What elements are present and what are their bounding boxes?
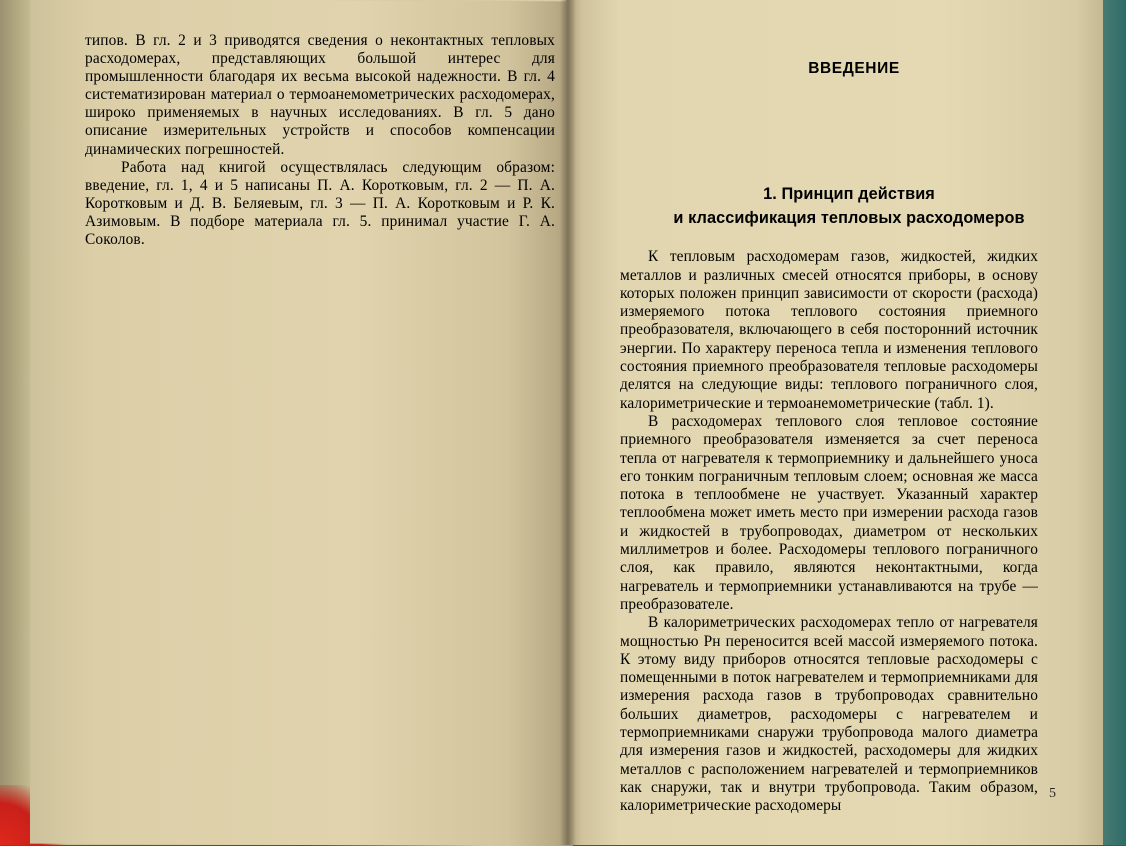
right-paragraph-3: В калориметрических расходомерах тепло от нагревателя мощностью Pн переносится всей массой измеряемого потока. К этому виду приборов относятся тепловые расходомеры с помещенными в поток нагревателем и термоприемниками для измерения расхода газов в трубопроводах сравнительно больших диаметров, расходомеры с нагревателем и термоприемниками снаружи трубопровода малого диаметра для измерения газов и жидкостей, расходомеры для жидких металлов с расположением нагревателей и термоприемников как снаружи, так и внутри трубопровода. Таким образом, калориметрические расходомеры — [620, 614, 1038, 815]
page-number: 5 — [1049, 786, 1056, 801]
subtitle-line-1: 1. Принцип действия — [763, 185, 935, 204]
left-paragraph-2: Работа над книгой осуществлялась следующим образом: введение, гл. 1, 4 и 5 написаны П. А. Коротковым, гл. 2 — П. А. Коротковым и Д. В. Беляевым, гл. 3 — П. А. Коротковым и Р. К. Азимовым. В подборе материала гл. 5. принимал участие Г. А. Соколов. — [85, 158, 555, 249]
section-title: ВВЕДЕНИЕ — [808, 60, 900, 77]
subtitle-line-2: и классификация тепловых расходомеров — [673, 209, 1025, 228]
book-gutter — [560, 0, 576, 845]
left-page-text — [85, 32, 555, 249]
right-paragraph-1: К тепловым расходомерам газов, жидкостей, жидких металлов и различных смесей относятся приборы, в основу которых положен принцип зависимости от скорости (расхода) измеряемого потока теплового состояния приемного преобразователя, включающего в себя посторонний источник энергии. По характеру переноса тепла и изменения теплового состояния приемного преобразователя тепловые расходомеры делятся на следующие виды: теплового пограничного слоя, калориметрические и термоанемометрические (табл. 1). — [620, 248, 1038, 412]
left-paragraph-1: типов. В гл. 2 и 3 приводятся сведения о неконтактных тепловых расходомерах, представляющих большой интерес для промышленности благодаря их весьма высокой надежности. В гл. 4 систематизирован материал о термоанемометрических расходомерах, широко применяемых в научных исследованиях. В гл. 5 дано описание измерительных устройств и способов компенсации динамических погрешностей. — [85, 32, 555, 158]
chapter-subtitle — [620, 182, 1038, 230]
right-page-text — [620, 60, 1038, 816]
right-paragraph-2: В расходомерах теплового слоя тепловое состояние приемного преобразователя изменяется за счет переноса тепла от нагревателя к термоприемнику и дальнейшего уноса его тонким пограничным тепловым слоем; основная же масса потока в теплообмене не участвует. Указанный характер теплообмена может иметь место при измерении расхода газов и жидкостей в трубопроводах, диаметром от нескольких миллиметров и более. Расходомеры теплового пограничного слоя, как правило, являются неконтактными, когда нагреватель и термоприемники устанавливаются на трубе — преобразователе. — [620, 412, 1038, 613]
